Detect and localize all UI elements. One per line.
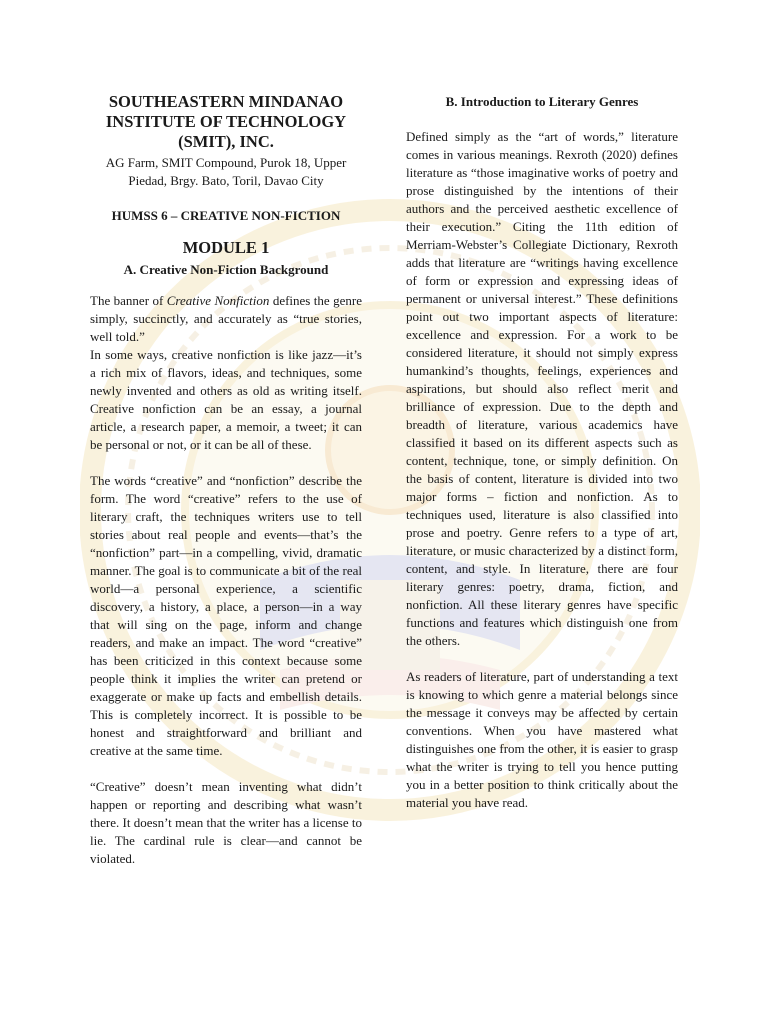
- school-name: SOUTHEASTERN MINDANAO INSTITUTE OF TECHNOLOGY (SMIT), INC.: [105, 92, 347, 151]
- module-title: MODULE 1: [182, 238, 270, 257]
- section-a-heading: A. Creative Non-Fiction Background: [123, 262, 329, 277]
- left-column: [90, 92, 362, 868]
- school-address: AG Farm, SMIT Compound, Purok 18, Upper Piedad, Brgy. Bato, Toril, Davao City: [105, 155, 347, 188]
- section-a-paragraph-3: The words “creative” and “nonfiction” describe the form. The word “creative” refers to the use of literary craft, the techniques writers use to tell stories about real people and events—that’s the “nonfiction” part—in a compelling, vivid, dramatic manner. The goal is to communicate a bit of the real world—a personal experience, a scientific discovery, a history, a place, a person—in a way that will sing on the page, inform and change readers, and make an impact. The word “creative” has been criticized in this context because some people think it implies the writer can pretend or exaggerate or make up facts and embellish details. This is completely incorrect. It is possible to be honest and straightforward and brilliant and creative at the same time.: [90, 473, 362, 758]
- section-b-paragraph-1: Defined simply as the “art of words,” literature comes in various meanings. Rexroth (2020) defines literature as “those imaginative works of poetry and prose distinguished by the intentions of their authors and the perceived aesthetic excellence of their execution.” Citing the 11th edition of Merriam-Webster’s Collegiate Dictionary, Rexroth adds that literature are “writings having excellence of form or expression and expressing ideas of permanent or universal interest.” These definitions point out two important aspects of literature: excellence and expression. For a work to be considered literature, it should not simply express humankind’s thoughts, feelings, experiences and aspirations, but should also reflect merit and brilliance of expression. Due to the depth and breadth of literature, various academics have classified it based on its different aspects such as content, technique, tone, or simply definition. On the basis of content, literature is divided into two major forms – fiction and nonfiction. As to techniques used, literature is also classified into prose and poetry. Genre refers to a type of art, literature, or music characterized by a distinct form, content, and style. In literature, there are four literary genres: poetry, drama, fiction, and nonfiction. All these literary genres have specific functions and features which distinguish one from the others.: [406, 129, 678, 648]
- right-column: [406, 92, 678, 812]
- section-b-heading: B. Introduction to Literary Genres: [445, 94, 639, 109]
- section-a-paragraph-4: “Creative” doesn’t mean inventing what didn’t happen or reporting and describing what wasn’t there. It doesn’t mean that the writer has a license to lie. The cardinal rule is clear—and cannot be violated.: [90, 779, 362, 866]
- section-b-paragraph-2: As readers of literature, part of understanding a text is knowing to which genre a material belongs since the message it conveys may be affected by certain conventions. When you have mastered what distinguishes one from the other, it is easier to grasp what the writer is trying to tell you hence putting you in a better position to think critically about the material you have read.: [406, 669, 678, 810]
- section-a-paragraph-1: The banner of Creative Nonfiction defines the genre simply, succinctly, and accurately as “true stories, well told.”: [90, 293, 362, 344]
- section-a-paragraph-2: In some ways, creative nonfiction is like jazz—it’s a rich mix of flavors, ideas, and techniques, some newly invented and others as old as writing itself. Creative nonfiction can be an essay, a journal article, a research paper, a memoir, a tweet; it can be personal or not, or it can be all of these.: [90, 347, 362, 452]
- subject-title: HUMSS 6 – CREATIVE NON-FICTION: [111, 208, 341, 223]
